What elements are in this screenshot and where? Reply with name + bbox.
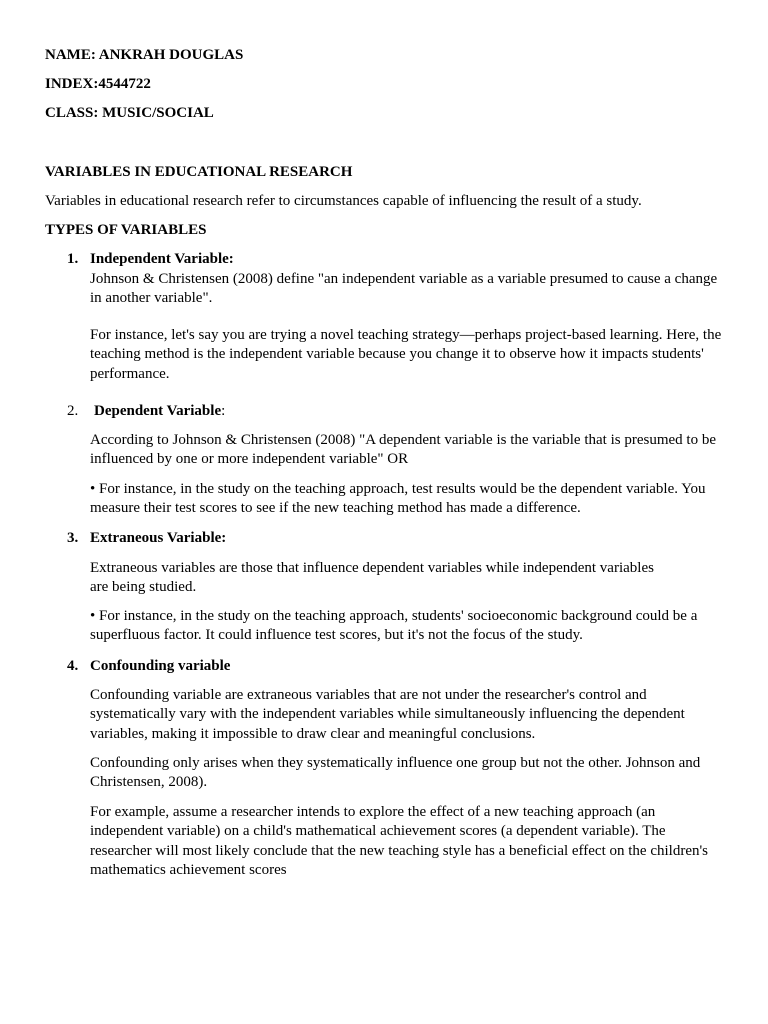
item-heading-suffix: : (221, 403, 226, 419)
item-paragraph: According to Johnson & Christensen (2008) "A dependent variable is the variable that is presumed to be influenced by one or more independent variable" OR (90, 432, 716, 468)
student-name: NAME: ANKRAH DOUGLAS (45, 47, 244, 63)
item-paragraph: For instance, let's say you are trying a novel teaching strategy—perhaps project-based learning. Here, the teaching method is the independent variable because you change it to observe how it impacts students' performance. (90, 327, 722, 382)
intro-paragraph: Variables in educational research refer to circumstances capable of influencing the result of a study. (45, 193, 642, 209)
item-number: 1. (67, 251, 79, 267)
types-heading: TYPES OF VARIABLES (45, 222, 207, 238)
item-paragraph: Extraneous variables are those that influence dependent variables while independent variables are being studied. (90, 560, 654, 596)
item-heading: Independent Variable: (90, 251, 234, 267)
item-paragraph: Johnson & Christensen (2008) define "an independent variable as a variable presumed to cause a change in another variable". (90, 271, 718, 307)
item-paragraph: • For instance, in the study on the teaching approach, test results would be the dependent variable. You measure their test scores to see if the new teaching method has made a difference. (90, 481, 706, 517)
item-heading: Confounding variable (90, 658, 231, 674)
student-index: INDEX:4544722 (45, 76, 151, 92)
item-heading: Dependent Variable (94, 403, 222, 419)
item-paragraph: Confounding variable are extraneous variables that are not under the researcher's control and systematically vary with the independent variables while simultaneously influencing the dependent variables, making it impossible to draw clear and meaningful conclusions. (90, 687, 685, 742)
item-paragraph: • For instance, in the study on the teaching approach, students' socioeconomic background could be a superfluous factor. It could influence test scores, but it's not the focus of the study. (90, 608, 698, 644)
document-title: VARIABLES IN EDUCATIONAL RESEARCH (45, 164, 353, 180)
student-class: CLASS: MUSIC/SOCIAL (45, 105, 214, 121)
item-heading: Extraneous Variable: (90, 530, 227, 546)
item-number: 4. (67, 658, 79, 674)
item-paragraph: Confounding only arises when they systematically influence one group but not the other. Johnson and Christensen, 2008). (90, 755, 701, 791)
item-number: 3. (67, 530, 79, 546)
item-number: 2. (67, 403, 79, 419)
item-paragraph: For example, assume a researcher intends to explore the effect of a new teaching approach (an independent variable) on a child's mathematical achievement scores (a dependent variable). The researcher will most likely conclude that the new teaching style has a beneficial effect on the children's mathematics achievement scores (90, 804, 709, 879)
item-heading-wrap (94, 402, 225, 421)
